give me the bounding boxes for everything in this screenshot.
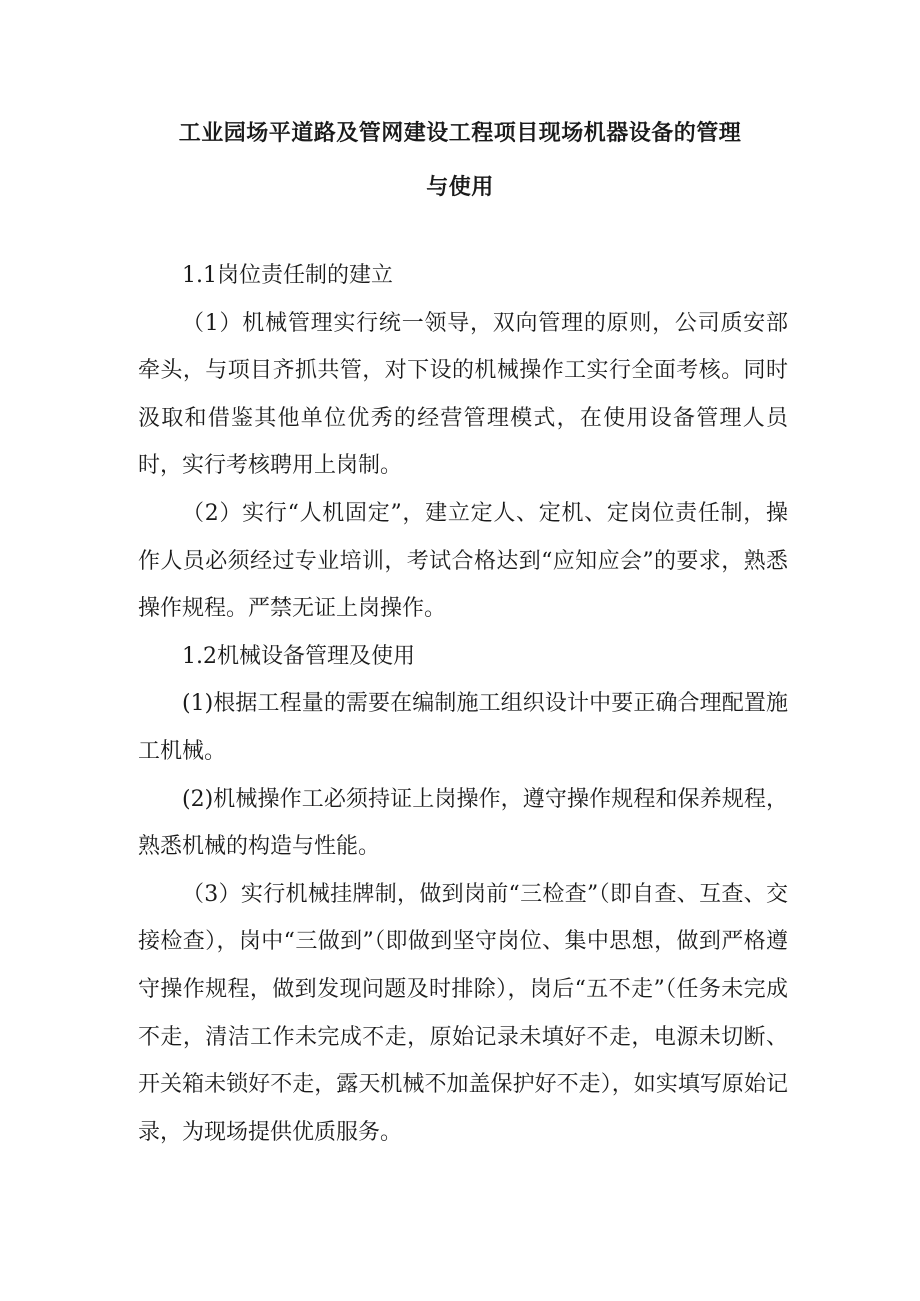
section-heading-1-2: 1.2机械设备管理及使用: [182, 643, 415, 669]
paragraph-1-2-1: (1)根据工程量的需要在编制施工组织设计中要正确合理配置施工机械。: [138, 691, 788, 764]
document-title-line-2: 与使用: [426, 175, 494, 200]
paragraph-1-2-3: （3）实行机械挂牌制，做到岗前“三检查”（即自查、互查、交接检查），岗中“三做到”（即做到坚守岗位、集中思想，做到严格遵守操作规程，做到发现问题及时排除），岗后“五不走”（任务未完成不走，清洁工作未完成不走，原始记录未填好不走，电源未切断、开关箱未锁好不走，露天机械不加盖保护好不走），如实填写原始记录，为现场提供优质服务。: [138, 881, 788, 1145]
paragraph-1-2-2: (2)机械操作工必须持证上岗操作，遵守操作规程和保养规程，熟悉机械的构造与性能。: [138, 786, 788, 860]
paragraph-1-1-1: （1）机械管理实行统一领导，双向管理的原则，公司质安部牵头，与项目齐抓共管，对下设的机械操作工实行全面考核。同时汲取和借鉴其他单位优秀的经营管理模式，在使用设备管理人员时，实行考核聘用上岗制。: [138, 310, 788, 479]
document-title-line-1: 工业园场平道路及管网建设工程项目现场机器设备的管理: [178, 121, 742, 146]
paragraph-1-1-2: （2）实行“人机固定”，建立定人、定机、定岗位责任制，操作人员必须经过专业培训，考试合格达到“应知应会”的要求，熟悉操作规程。严禁无证上岗操作。: [138, 500, 788, 622]
section-heading-1-1: 1.1岗位责任制的建立: [182, 263, 393, 288]
document-body: [138, 252, 788, 1156]
